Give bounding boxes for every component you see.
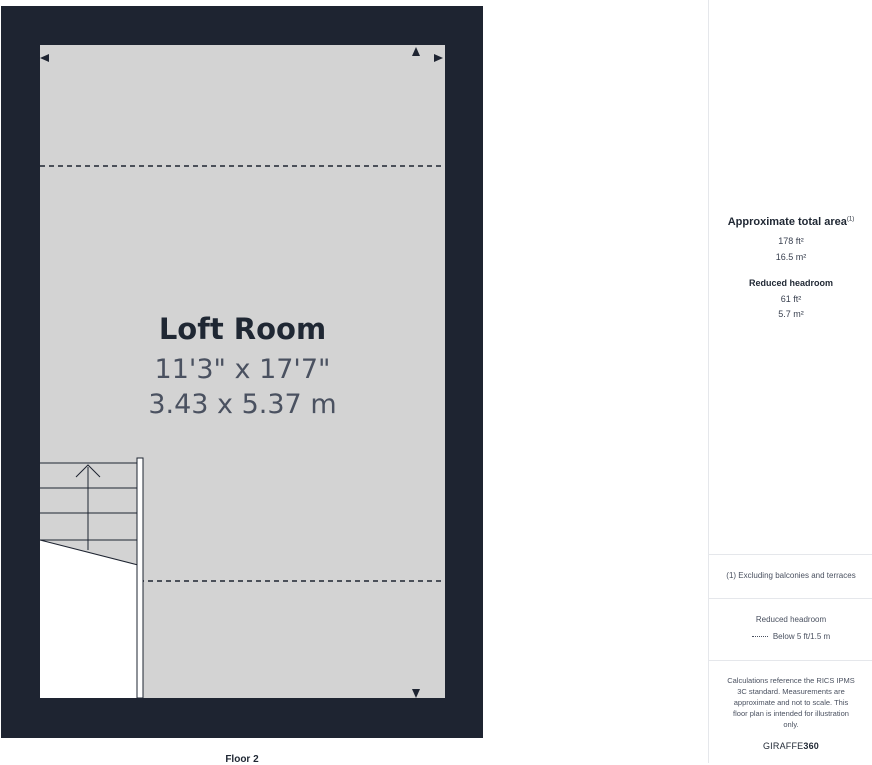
total-area-footnote-marker: (1) xyxy=(846,216,855,223)
divider xyxy=(709,554,872,555)
total-area-m: 16.5 m² xyxy=(775,252,807,262)
total-area-title xyxy=(709,216,872,228)
reduced-headroom-m: 5.7 m² xyxy=(778,309,804,319)
total-area-title-text: Approximate total area xyxy=(727,216,847,228)
brand-logo xyxy=(709,741,872,751)
stair-void xyxy=(40,540,138,698)
summary-panel xyxy=(708,0,872,763)
legend-item xyxy=(709,632,872,641)
room-dimensions-imperial: 11'3" x 17'7" xyxy=(154,354,331,385)
reduced-headroom-title: Reduced headroom xyxy=(748,278,833,288)
stair-balustrade xyxy=(137,458,143,698)
divider xyxy=(709,660,872,661)
disclaimer: Calculations reference the RICS IPMS 3C standard. Measurements are approximate and not to scale. This floor plan is intended for illustration only. xyxy=(727,676,855,729)
dotted-line-icon xyxy=(752,636,768,637)
room-dimensions-metric: 3.43 x 5.37 m xyxy=(148,389,337,420)
room-name: Loft Room xyxy=(158,312,327,346)
footnote: (1) Excluding balconies and terraces xyxy=(726,571,856,580)
total-area-ft: 178 ft² xyxy=(778,236,804,246)
brand-prefix: GIRAFFE xyxy=(762,741,804,751)
legend-item-label: Below 5 ft/1.5 m xyxy=(772,632,831,641)
floor-label: Floor 2 xyxy=(225,754,259,765)
legend-title: Reduced headroom xyxy=(755,615,827,624)
brand-suffix: 360 xyxy=(803,741,820,751)
divider xyxy=(709,598,872,599)
reduced-headroom-ft: 61 ft² xyxy=(780,294,802,304)
